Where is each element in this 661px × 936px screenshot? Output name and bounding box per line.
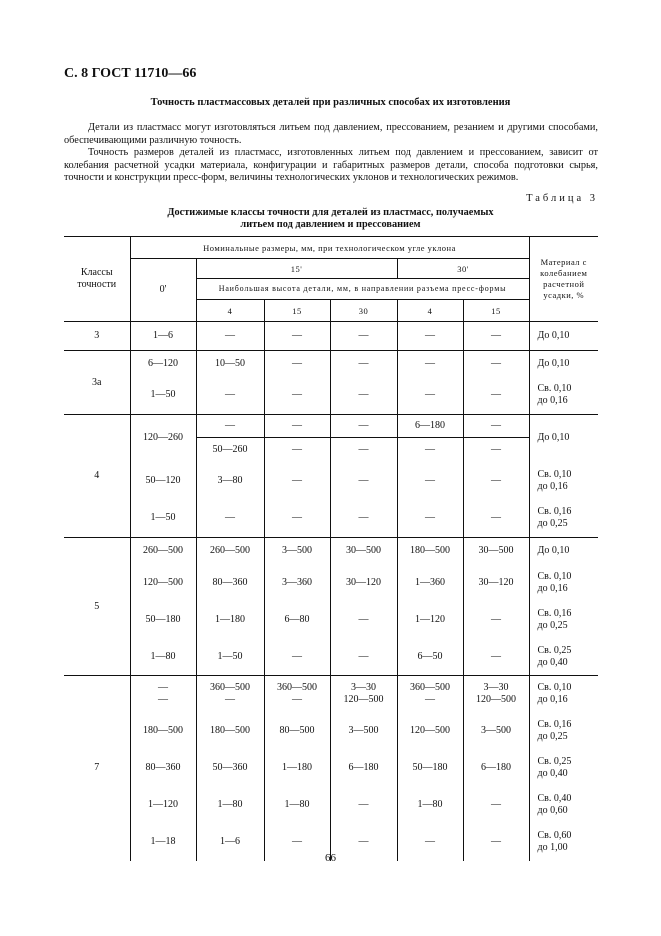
material-cell: Св. 0,16 до 0,25	[529, 500, 598, 538]
cell: 6—180	[397, 415, 463, 438]
paragraph-2: Точность размеров деталей из пластмасс, изготовленных литьем под давлением и прессованием, зависит от колебания расчетной усадки материала, конфигурации и габаритных размеров детали, способа подготовки сырья, точности и конструкции пресс-форм, величины технологических уклонов и технологических режимов.	[64, 147, 598, 184]
cell: 50—260	[196, 438, 264, 462]
cell: —	[330, 322, 397, 351]
cell: 80—360	[196, 565, 264, 602]
cell: 6—120	[130, 351, 196, 377]
cell: 80—500	[264, 713, 330, 750]
cell: 260—500	[196, 538, 264, 565]
cell: —	[463, 462, 529, 500]
cell: 1—50	[130, 377, 196, 415]
cell: —	[196, 415, 264, 438]
body-text	[64, 122, 598, 185]
cell: —	[397, 462, 463, 500]
paragraph-1: Детали из пластмасс могут изготовляться литьем под давлением, прессованием, резанием и другими способами, обеспечивающими различную точность.	[64, 122, 598, 146]
cell: 30—500	[463, 538, 529, 565]
table-row	[64, 462, 598, 500]
angle-15-header: 15'	[196, 259, 397, 279]
cell: 30—500	[330, 538, 397, 565]
cell: —	[463, 438, 529, 462]
cell: 30—120	[330, 565, 397, 602]
material-cell: Св. 0,10 до 0,16	[529, 565, 598, 602]
cell: 180—500	[130, 713, 196, 750]
table-row	[64, 750, 598, 787]
material-cell: До 0,10	[529, 322, 598, 351]
height-30-4: 4	[397, 300, 463, 322]
cell: 3—360	[264, 565, 330, 602]
class-cell: 5	[94, 600, 100, 612]
material-cell: Св. 0,25 до 0,40	[529, 639, 598, 676]
material-cell: До 0,10	[529, 351, 598, 377]
cell: 6—180	[330, 750, 397, 787]
table-row	[64, 322, 598, 351]
table-row	[64, 639, 598, 676]
cell: 6—80	[264, 602, 330, 639]
cell: —	[264, 639, 330, 676]
cell: —	[196, 500, 264, 538]
cell: —	[463, 415, 529, 438]
cell: 360—500 —	[264, 676, 330, 713]
material-cell: Св. 0,10 до 0,16	[529, 462, 598, 500]
cell: —	[330, 462, 397, 500]
header-row-1	[64, 237, 598, 259]
cell: 1—180	[264, 750, 330, 787]
cell: 50—360	[196, 750, 264, 787]
cell: 1—80	[264, 787, 330, 824]
cell: 10—50	[196, 351, 264, 377]
material-cell: Св. 0,25 до 0,40	[529, 750, 598, 787]
cell: —	[264, 462, 330, 500]
cell: —	[397, 322, 463, 351]
angle-30-header: 30'	[397, 259, 529, 279]
cell: 180—500	[196, 713, 264, 750]
cell: —	[463, 322, 529, 351]
height-15-15: 15	[264, 300, 330, 322]
table-caption-line-2: литьем под давлением и прессованием	[240, 218, 421, 230]
precision-table	[64, 236, 598, 861]
nominal-header: Номинальные размеры, мм, при технологическом угле уклона	[130, 237, 529, 259]
cell: 30—120	[463, 565, 529, 602]
cell: —	[264, 438, 330, 462]
page-header: С. 8 ГОСТ 11710—66	[64, 66, 197, 81]
cell: 120—500	[130, 565, 196, 602]
class-cell: 4	[94, 470, 100, 481]
cell: —	[397, 377, 463, 415]
cell: 1—120	[130, 787, 196, 824]
table-caption	[0, 207, 661, 230]
cell: —	[264, 322, 330, 351]
cell: 1—180	[196, 602, 264, 639]
cell: 50—180	[130, 602, 196, 639]
cell: 80—360	[130, 750, 196, 787]
cell: —	[330, 500, 397, 538]
cell: 3—500	[463, 713, 529, 750]
cell: —	[397, 500, 463, 538]
cell: —	[463, 500, 529, 538]
cell: —	[463, 639, 529, 676]
material-cell: Св. 0,10 до 0,16	[529, 377, 598, 415]
table-row	[64, 377, 598, 415]
cell: 6—180	[463, 750, 529, 787]
class-cell: 7	[94, 762, 100, 774]
table-row	[64, 676, 598, 713]
height-15-30: 30	[330, 300, 397, 322]
cell: 180—500	[397, 538, 463, 565]
cell: —	[196, 377, 264, 415]
cell: 1—50	[196, 639, 264, 676]
table-row	[64, 538, 598, 565]
cell: —	[463, 351, 529, 377]
cell: —	[330, 377, 397, 415]
cell: —	[330, 639, 397, 676]
page-number: 66	[325, 852, 336, 864]
table-row	[64, 351, 598, 377]
material-cell: Св. 0,40 до 0,60	[529, 787, 598, 824]
material-cell: Св. 0,16 до 0,25	[529, 713, 598, 750]
cell: —	[330, 438, 397, 462]
cell: 1—80	[130, 639, 196, 676]
cell: —	[397, 824, 463, 861]
cell: —	[330, 351, 397, 377]
cell: 1—80	[196, 787, 264, 824]
table-row	[64, 713, 598, 750]
height-30-15: 15	[463, 300, 529, 322]
cell: 3—30 120—500	[330, 676, 397, 713]
cell: 3—80	[196, 462, 264, 500]
cell: —	[264, 377, 330, 415]
cell: 1—6	[196, 824, 264, 861]
cell: 360—500 —	[397, 676, 463, 713]
class-header: Классы точности	[77, 267, 117, 290]
cell: 120—260	[130, 415, 196, 462]
cell: 1—80	[397, 787, 463, 824]
cell: —	[463, 824, 529, 861]
cell: 3—500	[330, 713, 397, 750]
cell: 1—18	[130, 824, 196, 861]
max-height-header: Наибольшая высота детали, мм, в направлении разъема пресс-формы	[196, 279, 529, 300]
table-row	[64, 415, 598, 438]
table-row	[64, 602, 598, 639]
material-cell: Св. 0,60 до 1,00	[529, 824, 598, 861]
cell: —	[463, 787, 529, 824]
table-row	[64, 565, 598, 602]
material-header: Материал с колебанием расчетной усадки, %	[529, 237, 598, 322]
cell: —	[196, 322, 264, 351]
cell: 120—500	[397, 713, 463, 750]
cell: 6—50	[397, 639, 463, 676]
material-cell: Св. 0,10 до 0,16	[529, 676, 598, 713]
cell: 3—30 120—500	[463, 676, 529, 713]
table-number: Таблица 3	[526, 193, 598, 204]
class-cell: 3	[94, 330, 100, 341]
cell: 50—120	[130, 462, 196, 500]
material-cell: До 0,10	[529, 538, 598, 565]
cell: —	[330, 787, 397, 824]
cell: 1—50	[130, 500, 196, 538]
header-row-2	[64, 259, 598, 279]
cell: 3—500	[264, 538, 330, 565]
cell: — —	[130, 676, 196, 713]
class-cell: 3а	[92, 376, 102, 388]
section-title: Точность пластмассовых деталей при различных способах их изготовления	[150, 97, 511, 108]
cell: 360—500 —	[196, 676, 264, 713]
cell: —	[397, 351, 463, 377]
cell: —	[330, 824, 397, 861]
cell: 260—500	[130, 538, 196, 565]
cell: 1—6	[130, 322, 196, 351]
cell: —	[330, 602, 397, 639]
cell: —	[264, 500, 330, 538]
cell: —	[463, 377, 529, 415]
cell: —	[330, 415, 397, 438]
zero-angle-header: 0'	[130, 259, 196, 322]
cell: 50—180	[397, 750, 463, 787]
height-15-4: 4	[196, 300, 264, 322]
cell: —	[264, 824, 330, 861]
cell: —	[397, 438, 463, 462]
cell: 1—360	[397, 565, 463, 602]
cell: —	[463, 602, 529, 639]
material-cell: Св. 0,16 до 0,25	[529, 602, 598, 639]
table-row	[64, 787, 598, 824]
cell: 1—120	[397, 602, 463, 639]
cell: —	[264, 351, 330, 377]
table-row	[64, 500, 598, 538]
material-cell: До 0,10	[529, 415, 598, 462]
table-caption-line-1: Достижимые классы точности для деталей из пластмасс, получаемых	[167, 207, 494, 218]
cell: —	[264, 415, 330, 438]
